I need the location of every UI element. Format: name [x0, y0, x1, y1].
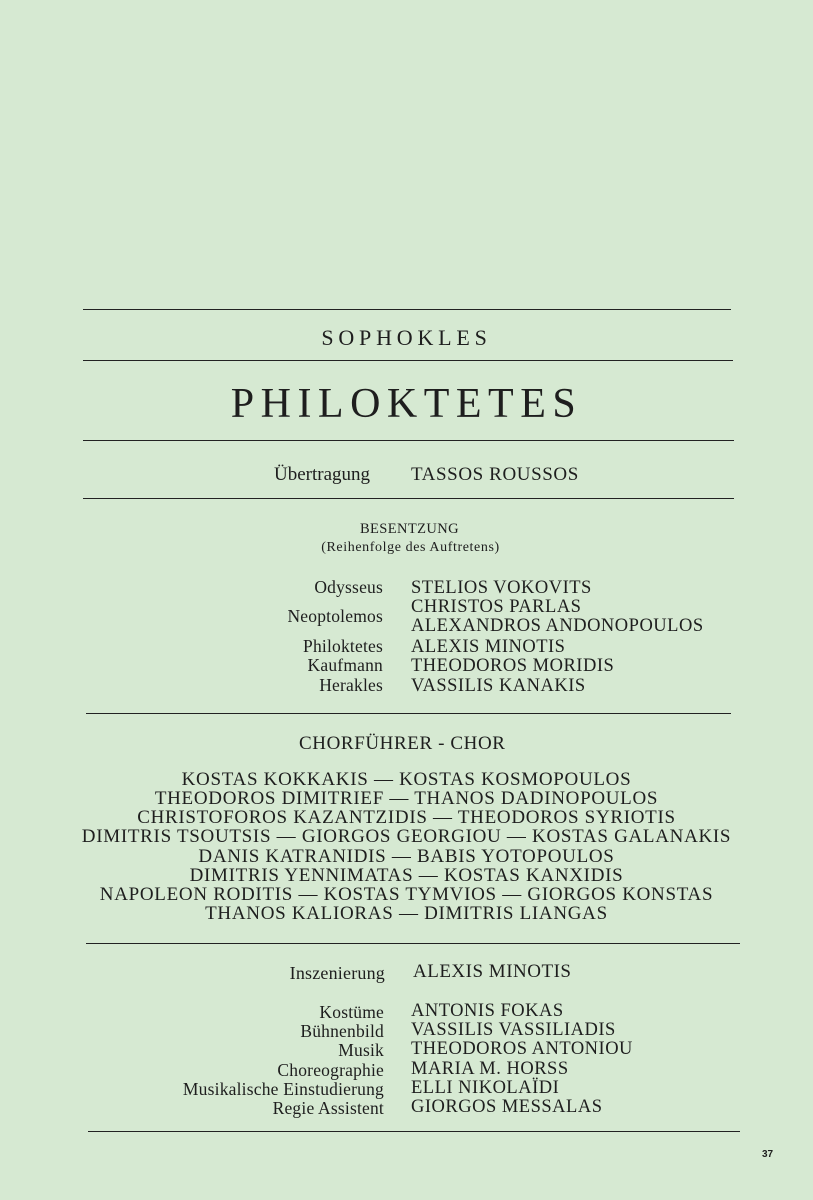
crew-role: Musik [338, 1040, 384, 1060]
crew-role: Choreographie [277, 1060, 384, 1080]
cast-actor: CHRISTOS PARLAS [411, 597, 582, 617]
author-name: SOPHOKLES [321, 325, 492, 350]
chorus-line: DIMITRIS YENNIMATAS — KOSTAS KANXIDIS [189, 865, 624, 886]
direction-label: Inszenierung [289, 963, 385, 983]
chorus-line: KOSTAS KOKKAKIS — KOSTAS KOSMOPOULOS [181, 769, 632, 790]
translation-label: Übertragung [274, 464, 371, 485]
divider-rule [86, 943, 740, 944]
crew-name: VASSILIS VASSILIADIS [411, 1020, 616, 1040]
crew-name: THEODOROS ANTONIOU [411, 1039, 633, 1059]
crew-role: Bühnenbild [300, 1021, 384, 1041]
divider-rule [83, 360, 733, 361]
director-name: ALEXIS MINOTIS [413, 961, 572, 982]
crew-role: Kostüme [319, 1002, 384, 1022]
chorus-line: THEODOROS DIMITRIEF — THANOS DADINOPOULOS [154, 788, 659, 809]
chorus-line: DANIS KATRANIDIS — BABIS YOTOPOULOS [198, 846, 615, 867]
cast-actor: THEODOROS MORIDIS [411, 656, 615, 676]
translator-name: TASSOS ROUSSOS [411, 464, 579, 485]
cast-role: Philoktetes [303, 636, 383, 656]
divider-rule [83, 498, 734, 499]
cast-subheading: (Reihenfolge des Auftretens) [321, 540, 500, 555]
cast-role: Herakles [319, 675, 383, 695]
chorus-heading: CHORFÜHRER - CHOR [299, 733, 506, 754]
divider-rule [88, 1131, 740, 1132]
cast-role: Odysseus [314, 577, 383, 597]
crew-name: GIORGOS MESSALAS [411, 1097, 603, 1117]
chorus-line: CHRISTOFOROS KAZANTZIDIS — THEODOROS SYRIOTIS [137, 807, 676, 828]
crew-name: ELLI NIKOLAÏDI [411, 1078, 560, 1098]
cast-role: Kaufmann [307, 655, 383, 675]
play-title: PHILOKTETES [230, 381, 583, 427]
cast-actor: STELIOS VOKOVITS [411, 578, 592, 598]
cast-actor: ALEXIS MINOTIS [411, 637, 566, 657]
cast-actor: VASSILIS KANAKIS [411, 676, 586, 696]
chorus-line: DIMITRIS TSOUTSIS — GIORGOS GEORGIOU — KOSTAS GALANAKIS [81, 826, 732, 847]
page-number: 37 [762, 1149, 774, 1160]
cast-role: Neoptolemos [287, 606, 383, 626]
crew-role: Regie Assistent [272, 1098, 384, 1118]
divider-rule [83, 309, 731, 310]
crew-role: Musikalische Einstudierung [182, 1079, 384, 1099]
divider-rule [86, 713, 731, 714]
cast-heading: BESENTZUNG [359, 521, 460, 537]
cast-actor: ALEXANDROS ANDONOPOULOS [411, 616, 704, 636]
divider-rule [83, 440, 734, 441]
chorus-line: THANOS KALIORAS — DIMITRIS LIANGAS [205, 903, 608, 924]
crew-name: MARIA M. HORSS [411, 1059, 569, 1079]
crew-name: ANTONIS FOKAS [411, 1001, 564, 1021]
chorus-line: NAPOLEON RODITIS — KOSTAS TYMVIOS — GIORGOS KONSTAS [99, 884, 714, 905]
